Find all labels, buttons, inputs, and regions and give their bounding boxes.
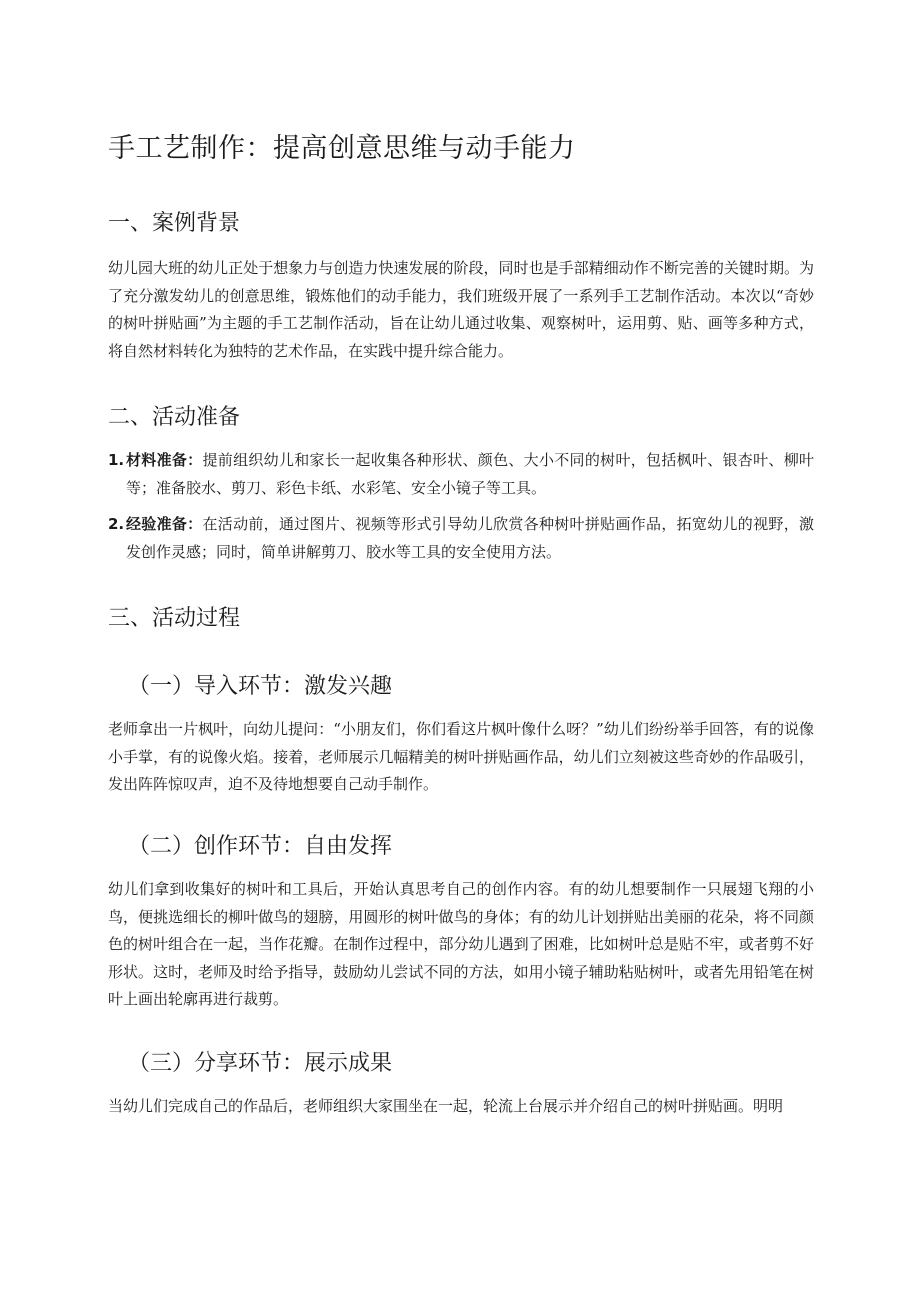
subsection-heading-creation: （二）创作环节：自由发挥	[128, 834, 393, 859]
paragraph-sharing: 当幼儿们完成自己的作品后，老师组织大家围坐在一起，轮流上台展示并介绍自己的树叶拼贴画。明明	[108, 1097, 784, 1115]
list-item-number: 2.	[108, 515, 125, 533]
subsection-heading-sharing: （三）分享环节：展示成果	[128, 1051, 393, 1076]
paragraph-creation: 幼儿们拿到收集好的树叶和工具后，开始认真思考自己的创作内容。有的幼儿想要制作一只展翅飞翔的小鸟，便挑选细长的柳叶做鸟的翅膀，用圆形的树叶做鸟的身体；有的幼儿计划拼贴出美丽的花朵，将不同颜色的树叶组合在一起，当作花瓣。在制作过程中，部分幼儿遇到了困难，比如树叶总是贴不牢，或者剪不好形状。这时，老师及时给予指导，鼓励幼儿尝试不同的方法，如用小镜子辅助粘贴树叶，或者先用铅笔在树叶上画出轮廓再进行裁剪。	[108, 880, 814, 1008]
subsection-heading-intro: （一）导入环节：激发兴趣	[128, 674, 393, 699]
document-title: 手工艺制作：提高创意思维与动手能力	[108, 133, 576, 164]
list-item-text: 在活动前，通过图片、视频等形式引导幼儿欣赏各种树叶拼贴画作品，拓宽幼儿的视野，激发创作灵感；同时，简单讲解剪刀、胶水等工具的安全使用方法。	[126, 515, 814, 561]
list-item-experience	[108, 510, 814, 566]
list-item-label: 材料准备：	[126, 451, 203, 469]
list-item-body	[126, 446, 814, 502]
list-item-body	[126, 510, 814, 566]
list-item-materials	[108, 446, 814, 502]
list-item-label: 经验准备：	[126, 515, 203, 533]
list-item-number: 1.	[108, 451, 125, 469]
section-heading-process: 三、活动过程	[108, 606, 241, 631]
paragraph-background: 幼儿园大班的幼儿正处于想象力与创造力快速发展的阶段，同时也是手部精细动作不断完善的关键时期。为了充分激发幼儿的创意思维，锻炼他们的动手能力，我们班级开展了一系列手工艺制作活动。本次以“奇妙的树叶拼贴画”为主题的手工艺制作活动，旨在让幼儿通过收集、观察树叶，运用剪、贴、画等多种方式，将自然材料转化为独特的艺术作品，在实践中提升综合能力。	[108, 259, 814, 360]
paragraph-intro: 老师拿出一片枫叶，向幼儿提问：“小朋友们，你们看这片枫叶像什么呀？”幼儿们纷纷举手回答，有的说像小手掌，有的说像火焰。接着，老师展示几幅精美的树叶拼贴画作品，幼儿们立刻被这些奇妙的作品吸引，发出阵阵惊叹声，迫不及待地想要自己动手制作。	[108, 720, 814, 793]
section-heading-preparation: 二、活动准备	[108, 405, 241, 430]
list-item-text: 提前组织幼儿和家长一起收集各种形状、颜色、大小不同的树叶，包括枫叶、银杏叶、柳叶等；准备胶水、剪刀、彩色卡纸、水彩笔、安全小镜子等工具。	[126, 451, 814, 497]
section-heading-background: 一、案例背景	[108, 211, 241, 236]
